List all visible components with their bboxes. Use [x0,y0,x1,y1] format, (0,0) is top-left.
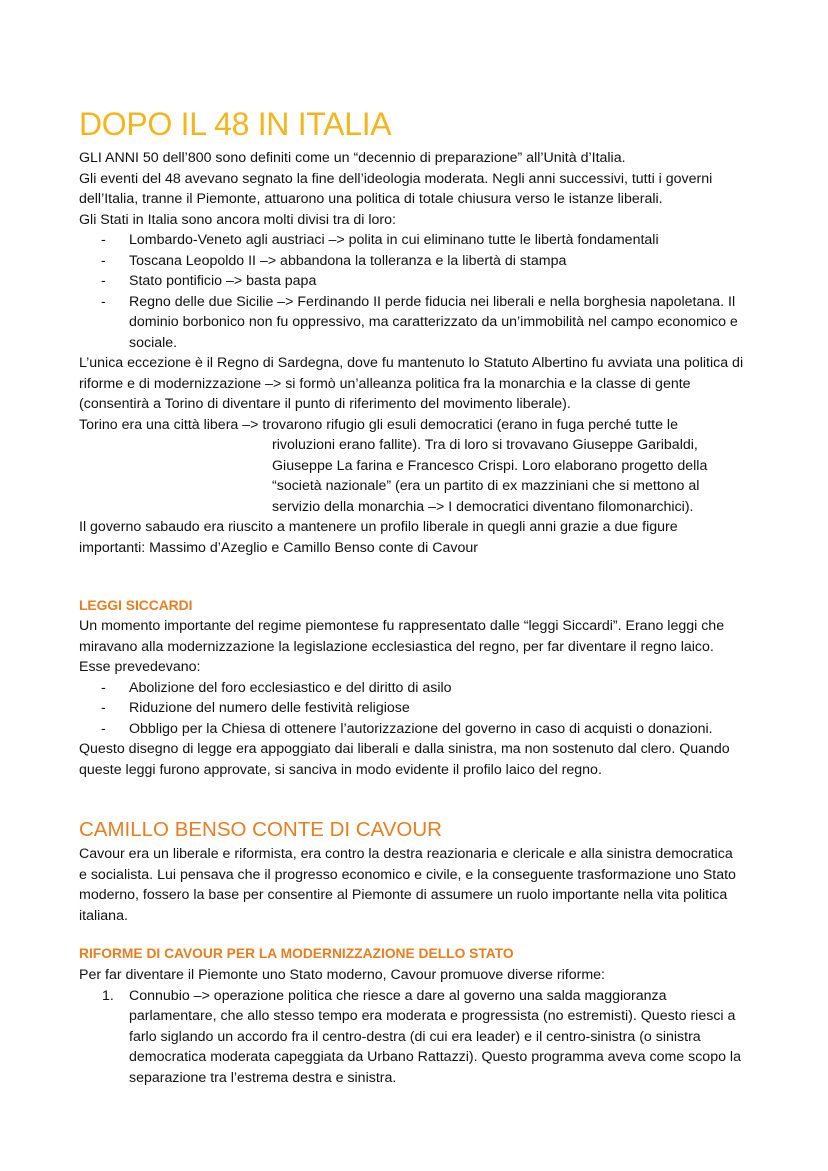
list-item: - Lombardo-Veneto agli austriaci –> polita in cui eliminano tutte le libertà fondamentali [79,230,744,251]
page-title: DOPO IL 48 IN ITALIA [79,106,392,142]
torino-lead: Torino era una città libera –> [79,416,263,433]
riforme-paragraph-1: Per far diventare il Piemonte uno Stato moderno, Cavour promuove diverse riforme: [79,967,605,983]
list-item-text: Connubio –> operazione politica che riesce a dare al governo una salda maggioranza parlamentare, che allo stesso tempo era moderata e progressista (no estremisti). Questo riesci a farlo siglando un accordo fra il centro-destra (di cui era leader) e il centro-sinistra (o sinistra democratica moderata capeggiata da Urbano Rattazzi). Questo programma aveva come scopo la separazione tra l’estrema destra e sinistra. [129,987,741,1086]
riforme-section [79,965,744,1088]
section-heading-siccardi: LEGGI SICCARDI [79,598,193,613]
intro-paragraph-4: L’unica eccezione è il Regno di Sardegna, dove fu mantenuto lo Statuto Albertino fu avviata una politica di riforme e di modernizzazione –> si formò un’alleanza politica fra la monarchia e la classe di gente (consentirà a Torino di diventare il punto di riferimento del movimento liberale). [79,355,744,412]
list-item [79,986,744,1089]
list-item: - Riduzione del numero delle festività religiose [79,698,744,719]
list-item: - Toscana Leopoldo II –> abbandona la tolleranza e la libertà di stampa [79,251,744,272]
states-list [79,230,744,353]
cavour-paragraph-1: Cavour era un liberale e riformista, era contro la destra reazionaria e clericale e alla sinistra democratica e socialista. Lui pensava che il progresso economico e civile, e la conseguente trasformazione uno Stato moderno, fossero la base per consentire al Piemonte di assumere un ruolo importante nella vita politica italiana. [79,846,736,924]
torino-rest: trovarono rifugio gli esuli democratici (erano in fuga perché tutte le rivoluzioni erano fallite). Tra di loro si trovavano Giuseppe Garibaldi, Giuseppe La farina e Francesco Crispi. Loro elaborano progetto della “società nazionale” (era un partito di ex mazziniani che si mettono al servizio della monarchia –> I democratici diventano filomonarchici). [262,416,708,515]
list-number: 1. [102,987,114,1004]
section-heading-cavour: CAMILLO BENSO CONTE DI CAVOUR [79,818,442,841]
intro-paragraph-3: Gli Stati in Italia sono ancora molti divisi tra di loro: [79,211,396,228]
list-item: - Abolizione del foro ecclesiastico e del diritto di asilo [79,678,744,699]
list-item: - Regno delle due Sicilie –> Ferdinando II perde fiducia nei liberali e nella borghesia napoletana. Il dominio borbonico non fu oppressivo, ma caratterizzato da un’immobilità nel campo economico e sociale. [79,292,744,354]
intro-paragraph-1: GLI ANNI 50 dell’800 sono definiti come un “decennio di preparazione” all’Unità d’Italia. [79,150,626,166]
intro-paragraph-2: Gli eventi del 48 avevano segnato la fine dell’ideologia moderata. Negli anni successivi, tutti i governi dell’Italia, tranne il Piemonte, attuarono una politica di totale chiusura verso le istanze liberali. [79,170,713,207]
siccardi-paragraph-2: Questo disegno di legge era appoggiato dai liberali e dalla sinistra, ma non sostenuto dal clero. Quando queste leggi furono approvate, si sanciva in modo evidente il profilo laico del regno. [79,741,730,778]
siccardi-paragraph-1: Un momento importante del regime piemontese fu rappresentato dalle “leggi Siccardi”. Erano leggi che miravano alla modernizzazione la legislazione ecclesiastica del regno, per far diventare il regno laico. Esse prevedevano: [79,618,725,675]
cavour-section [79,844,744,926]
siccardi-section [79,616,744,780]
siccardi-list [79,678,744,740]
riforme-list [79,986,744,1089]
section-heading-riforme: RIFORME DI CAVOUR PER LA MODERNIZZAZIONE DELLO STATO [79,946,514,961]
intro-paragraph-6: Il governo sabaudo era riuscito a mantenere un profilo liberale in quegli anni grazie a due figure importanti: Massimo d’Azeglio e Camillo Benso conte di Cavour [79,519,678,556]
intro-section [79,148,744,558]
intro-paragraph-5 [79,415,744,518]
list-item: - Stato pontificio –> basta papa [79,271,744,292]
list-item: - Obbligo per la Chiesa di ottenere l’autorizzazione del governo in caso di acquisti o donazioni. [79,719,744,740]
